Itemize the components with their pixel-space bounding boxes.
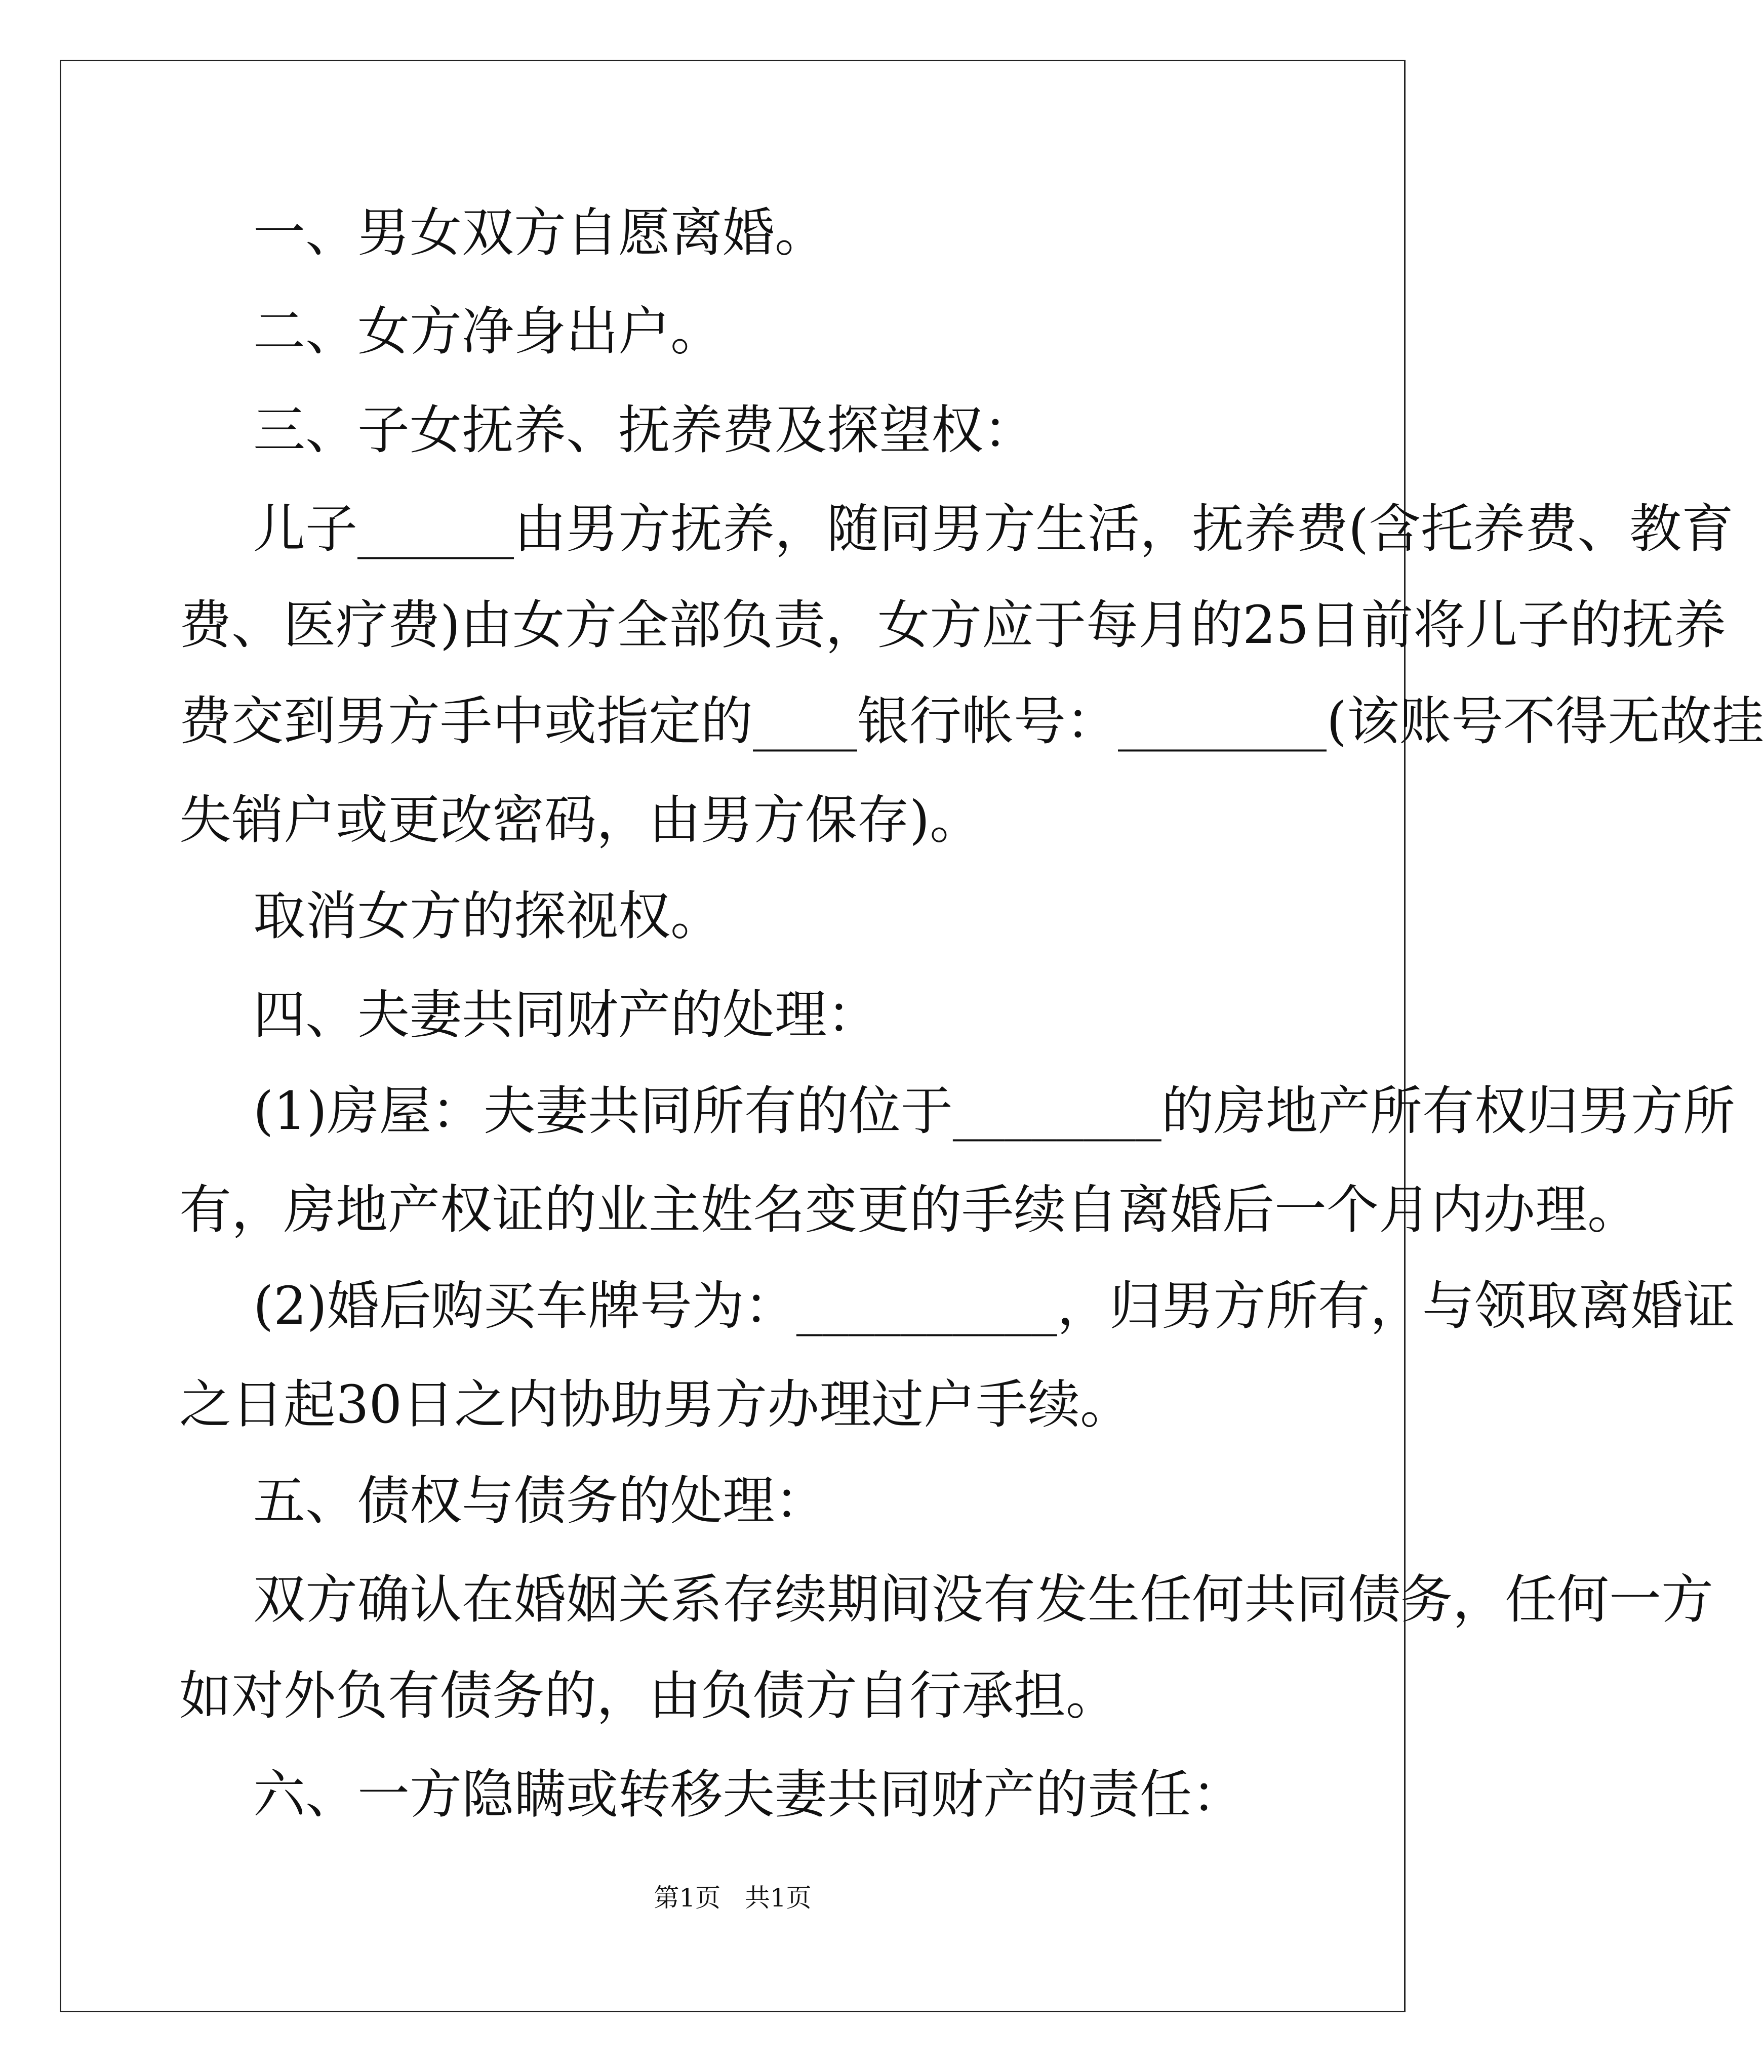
clause-1-heading: 一、男女双方自愿离婚。 (253, 202, 827, 263)
clause-2-heading: 二、女方净身出户。 (253, 301, 723, 362)
page-number-footer: 第1页 共1页 (654, 1883, 812, 1913)
clause-5-heading: 五、债权与债务的处理： (253, 1471, 827, 1531)
clause-4-heading: 四、夫妻共同财产的处理： (253, 985, 879, 1045)
property-house-line: (1)房屋：夫妻共同所有的位于________的房地产所有权归男方所 (253, 1081, 1735, 1142)
property-car-line: 之日起30日之内协助男方办理过户手续。 (179, 1374, 1133, 1435)
clause-6-heading: 六、一方隐瞒或转移夫妻共同财产的责任： (253, 1764, 1244, 1825)
clause-3-heading: 三、子女抚养、抚养费及探望权： (253, 400, 1035, 461)
property-car-line: (2)婚后购买车牌号为：__________，归男方所有，与领取离婚证 (253, 1276, 1735, 1336)
clause-3-paragraph-line: 费交到男方手中或指定的____银行帐号：________(该账号不得无故挂 (179, 691, 1764, 752)
debt-paragraph-line: 如对外负有债务的，由负债方自行承担。 (179, 1665, 1118, 1726)
debt-paragraph-line: 双方确认在婚姻关系存续期间没有发生任何共同债务，任何一方 (253, 1569, 1713, 1630)
clause-3-paragraph-line: 费、医疗费)由女方全部负责，女方应于每月的25日前将儿子的抚养 (179, 595, 1727, 656)
clause-3-paragraph-line: 失销户或更改密码，由男方保存)。 (179, 790, 982, 850)
property-house-line: 有，房地产权证的业主姓名变更的手续自离婚后一个月内办理。 (179, 1180, 1639, 1240)
clause-3-paragraph-line: 儿子______由男方抚养，随同男方生活，抚养费(含托养费、教育 (253, 499, 1734, 559)
visitation-paragraph: 取消女方的探视权。 (253, 886, 723, 947)
